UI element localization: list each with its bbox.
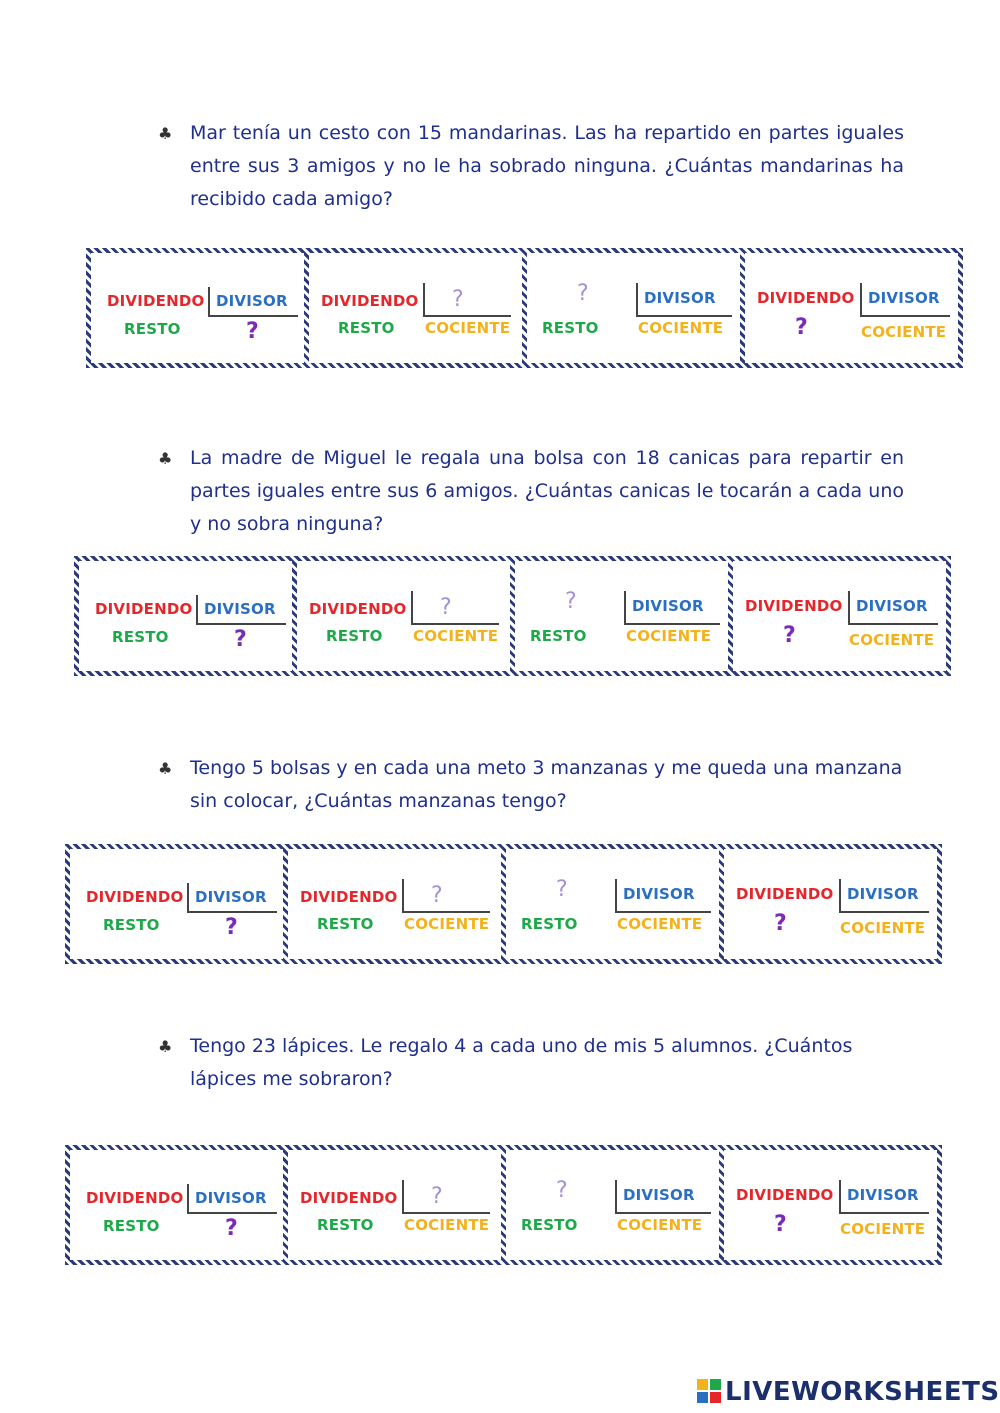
division-bracket-horizontal (402, 911, 490, 913)
option-card-2[interactable] (288, 849, 501, 959)
option-card-1[interactable] (70, 1150, 283, 1260)
division-bracket-vertical (839, 879, 841, 913)
resto-label: RESTO (521, 915, 578, 933)
resto-label: RESTO (530, 627, 587, 645)
option-card-2[interactable] (288, 1150, 501, 1260)
division-bracket-horizontal (636, 315, 732, 317)
division-bracket-vertical (860, 283, 862, 317)
question-mark: ? (795, 315, 808, 340)
question-mark: ? (783, 623, 796, 648)
divisor-label: DIVISOR (856, 597, 928, 615)
cociente-label: COCIENTE (425, 319, 511, 337)
option-card-4[interactable] (724, 1150, 937, 1260)
club-bullet-icon: ♣ (158, 759, 173, 778)
division-bracket-horizontal (848, 623, 938, 625)
question-mark: ? (774, 911, 787, 936)
question-mark: ? (556, 877, 568, 902)
resto-label: RESTO (521, 1216, 578, 1234)
division-bracket-horizontal (860, 315, 950, 317)
divisor-label: DIVISOR (868, 289, 940, 307)
division-bracket-horizontal (402, 1212, 490, 1214)
question-mark: ? (556, 1178, 568, 1203)
division-bracket-vertical (624, 591, 626, 625)
problem-2 (158, 442, 904, 541)
division-bracket-horizontal (196, 623, 286, 625)
division-bracket-horizontal (839, 911, 929, 913)
dividendo-label: DIVIDENDO (736, 1186, 834, 1204)
cociente-label: COCIENTE (840, 919, 926, 937)
option-card-3[interactable] (506, 1150, 719, 1260)
club-bullet-icon: ♣ (158, 124, 173, 143)
question-mark: ? (225, 1216, 238, 1241)
question-mark: ? (565, 589, 577, 614)
cociente-label: COCIENTE (404, 1216, 490, 1234)
divisor-label: DIVISOR (632, 597, 704, 615)
option-card-3[interactable] (527, 253, 740, 363)
resto-label: RESTO (317, 1216, 374, 1234)
question-mark: ? (440, 595, 452, 620)
problem-4 (158, 1030, 904, 1096)
question-mark: ? (577, 281, 589, 306)
division-bracket-vertical (411, 591, 413, 625)
resto-label: RESTO (112, 628, 169, 646)
option-card-4[interactable] (724, 849, 937, 959)
division-bracket-horizontal (615, 1212, 711, 1214)
club-bullet-icon: ♣ (158, 449, 173, 468)
dividendo-label: DIVIDENDO (107, 292, 205, 310)
problem-3 (158, 752, 904, 818)
division-bracket-horizontal (187, 911, 277, 913)
dividendo-label: DIVIDENDO (300, 888, 398, 906)
divisor-label: DIVISOR (195, 1189, 267, 1207)
division-bracket-horizontal (411, 623, 499, 625)
cociente-label: COCIENTE (413, 627, 499, 645)
dividendo-label: DIVIDENDO (321, 292, 419, 310)
division-bracket-horizontal (624, 623, 720, 625)
divisor-label: DIVISOR (204, 600, 276, 618)
question-mark: ? (452, 287, 464, 312)
option-card-4[interactable] (745, 253, 958, 363)
division-bracket-vertical (402, 879, 404, 913)
dividendo-label: DIVIDENDO (757, 289, 855, 307)
question-mark: ? (234, 627, 247, 652)
answer-options-strip-1 (86, 248, 963, 368)
option-card-3[interactable] (506, 849, 719, 959)
option-card-3[interactable] (515, 561, 728, 671)
cociente-label: COCIENTE (617, 915, 703, 933)
option-card-1[interactable] (70, 849, 283, 959)
cociente-label: COCIENTE (617, 1216, 703, 1234)
option-card-1[interactable] (79, 561, 292, 671)
divisor-label: DIVISOR (216, 292, 288, 310)
divisor-label: DIVISOR (623, 1186, 695, 1204)
dividendo-label: DIVIDENDO (86, 888, 184, 906)
question-mark: ? (431, 883, 443, 908)
resto-label: RESTO (338, 319, 395, 337)
divisor-label: DIVISOR (644, 289, 716, 307)
division-bracket-horizontal (839, 1212, 929, 1214)
dividendo-label: DIVIDENDO (300, 1189, 398, 1207)
question-mark: ? (431, 1184, 443, 1209)
division-bracket-vertical (423, 283, 425, 317)
division-bracket-vertical (402, 1180, 404, 1214)
divisor-label: DIVISOR (847, 885, 919, 903)
division-bracket-horizontal (615, 911, 711, 913)
liveworksheets-logo-icon (697, 1379, 723, 1405)
division-bracket-vertical (848, 591, 850, 625)
dividendo-label: DIVIDENDO (86, 1189, 184, 1207)
cociente-label: COCIENTE (840, 1220, 926, 1238)
resto-label: RESTO (103, 916, 160, 934)
problem-text: Mar tenía un cesto con 15 mandarinas. Las ha repartido en partes iguales entre sus 3 amigos y no le ha sobrado ninguna. ¿Cuántas mandarinas ha recibido cada amigo? (190, 122, 904, 210)
cociente-label: COCIENTE (626, 627, 712, 645)
option-card-2[interactable] (309, 253, 522, 363)
divisor-label: DIVISOR (195, 888, 267, 906)
answer-options-strip-4 (65, 1145, 942, 1265)
division-bracket-horizontal (423, 315, 511, 317)
division-bracket-vertical (839, 1180, 841, 1214)
question-mark: ? (225, 915, 238, 940)
dividendo-label: DIVIDENDO (736, 885, 834, 903)
resto-label: RESTO (542, 319, 599, 337)
question-mark: ? (246, 319, 259, 344)
cociente-label: COCIENTE (861, 323, 947, 341)
liveworksheets-logo-text: LIVEWORKSHEETS (725, 1377, 1000, 1407)
option-card-1[interactable] (91, 253, 304, 363)
division-bracket-vertical (615, 879, 617, 913)
resto-label: RESTO (326, 627, 383, 645)
division-bracket-vertical (196, 595, 198, 625)
question-mark: ? (774, 1212, 787, 1237)
division-bracket-vertical (187, 883, 189, 913)
problem-text: La madre de Miguel le regala una bolsa con 18 canicas para repartir en partes iguales entre sus 6 amigos. ¿Cuántas canicas le tocarán a cada uno y no sobra ninguna? (190, 447, 904, 535)
divisor-label: DIVISOR (623, 885, 695, 903)
dividendo-label: DIVIDENDO (745, 597, 843, 615)
dividendo-label: DIVIDENDO (95, 600, 193, 618)
resto-label: RESTO (103, 1217, 160, 1235)
division-bracket-horizontal (187, 1212, 277, 1214)
resto-label: RESTO (317, 915, 374, 933)
dividendo-label: DIVIDENDO (309, 600, 407, 618)
option-card-4[interactable] (733, 561, 946, 671)
club-bullet-icon: ♣ (158, 1037, 173, 1056)
problem-text: Tengo 5 bolsas y en cada una meto 3 manzanas y me queda una manzana sin colocar, ¿Cuántas manzanas tengo? (190, 757, 903, 812)
division-bracket-vertical (208, 287, 210, 317)
divisor-label: DIVISOR (847, 1186, 919, 1204)
cociente-label: COCIENTE (849, 631, 935, 649)
cociente-label: COCIENTE (404, 915, 490, 933)
answer-options-strip-3 (65, 844, 942, 964)
problem-1 (158, 117, 904, 216)
division-bracket-vertical (636, 283, 638, 317)
division-bracket-vertical (615, 1180, 617, 1214)
cociente-label: COCIENTE (638, 319, 724, 337)
division-bracket-vertical (187, 1184, 189, 1214)
option-card-2[interactable] (297, 561, 510, 671)
answer-options-strip-2 (74, 556, 951, 676)
problem-text: Tengo 23 lápices. Le regalo 4 a cada uno de mis 5 alumnos. ¿Cuántos lápices me sobraron? (190, 1035, 853, 1090)
division-bracket-horizontal (208, 315, 298, 317)
liveworksheets-logo[interactable] (697, 1377, 1000, 1407)
resto-label: RESTO (124, 320, 181, 338)
